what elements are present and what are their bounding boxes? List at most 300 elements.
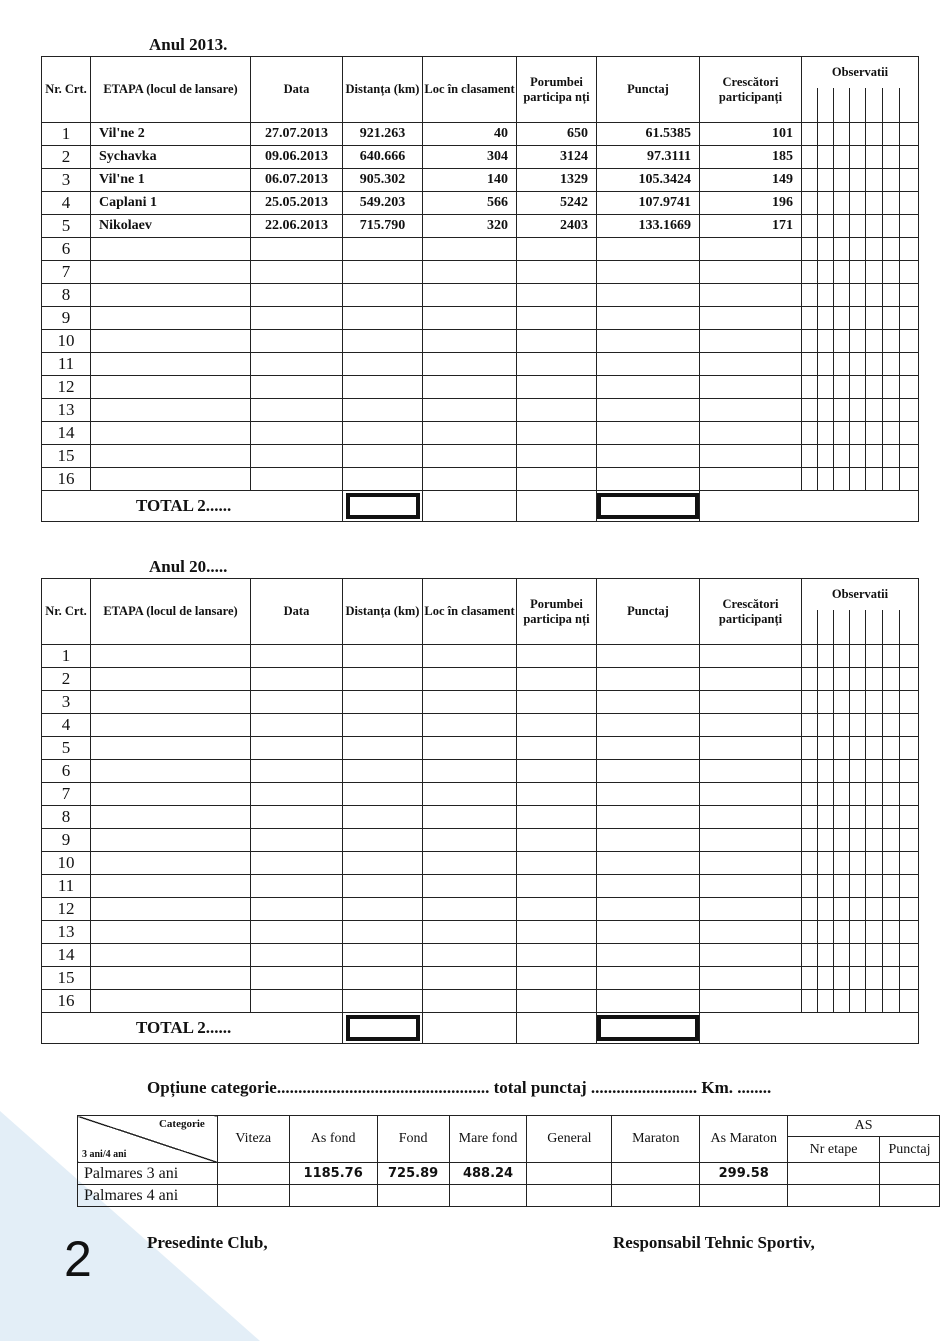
obs-subcol	[834, 610, 850, 645]
cell-nr: 9	[42, 307, 91, 330]
cell-loc	[423, 353, 517, 376]
cell-loc	[423, 829, 517, 852]
cell-nr: 15	[42, 445, 91, 468]
cell-punctaj	[597, 714, 700, 737]
observation-cell	[818, 691, 834, 714]
cell-etapa	[91, 737, 251, 760]
observation-cell	[818, 783, 834, 806]
observation-cell	[866, 376, 883, 399]
total-label: TOTAL 2......	[136, 1018, 232, 1037]
obs-subcol	[900, 88, 919, 123]
observation-cell	[900, 422, 919, 445]
observation-cell	[850, 261, 866, 284]
cell-loc: 40	[423, 123, 517, 146]
table-row	[42, 760, 919, 783]
cell-etapa	[91, 967, 251, 990]
observation-cell	[900, 307, 919, 330]
cell-porumbei	[517, 468, 597, 491]
cell-distanta	[343, 829, 423, 852]
table-row	[42, 852, 919, 875]
obs-subcol	[866, 88, 883, 123]
observation-cell	[883, 238, 900, 261]
observation-cell	[900, 990, 919, 1013]
table-row	[42, 169, 919, 192]
cell-data: 27.07.2013	[251, 123, 343, 146]
observation-cell	[818, 806, 834, 829]
total-row	[42, 1013, 343, 1044]
cell-porumbei	[517, 645, 597, 668]
observation-cell	[866, 783, 883, 806]
cell-crescatori	[700, 399, 802, 422]
observation-cell	[900, 169, 919, 192]
palmares-row-label: Palmares 4 ani	[78, 1185, 218, 1207]
total-empty-cell	[423, 1013, 517, 1044]
observation-cell	[900, 238, 919, 261]
observation-cell	[866, 760, 883, 783]
header-crescatori: Crescători participanți	[700, 579, 802, 645]
observation-cell	[802, 829, 818, 852]
cell-data	[251, 898, 343, 921]
cell-punctaj	[597, 261, 700, 284]
observation-cell	[818, 875, 834, 898]
observation-cell	[850, 898, 866, 921]
palm-cell: 488.24	[449, 1163, 527, 1185]
observation-cell	[900, 898, 919, 921]
observation-cell	[834, 146, 850, 169]
cell-data	[251, 238, 343, 261]
cell-porumbei	[517, 944, 597, 967]
cell-punctaj	[597, 921, 700, 944]
palm-header-as-maraton: As Maraton	[700, 1116, 788, 1163]
palm-cell	[879, 1163, 939, 1185]
cell-distanta	[343, 783, 423, 806]
page-number: 2	[64, 1231, 92, 1287]
cell-punctaj	[597, 875, 700, 898]
cell-etapa	[91, 422, 251, 445]
cell-loc	[423, 399, 517, 422]
cell-loc	[423, 875, 517, 898]
observation-cell	[818, 399, 834, 422]
cell-data	[251, 760, 343, 783]
cell-etapa	[91, 875, 251, 898]
cell-punctaj: 61.5385	[597, 123, 700, 146]
cell-porumbei	[517, 284, 597, 307]
cell-loc	[423, 898, 517, 921]
palm-header-maraton: Maraton	[612, 1116, 700, 1163]
observation-cell	[900, 353, 919, 376]
cell-porumbei	[517, 238, 597, 261]
observation-cell	[850, 422, 866, 445]
cell-crescatori	[700, 284, 802, 307]
cell-loc	[423, 422, 517, 445]
observation-cell	[802, 146, 818, 169]
table-row	[42, 261, 919, 284]
observation-cell	[866, 238, 883, 261]
cell-crescatori	[700, 852, 802, 875]
cell-distanta: 715.790	[343, 215, 423, 238]
cell-loc	[423, 307, 517, 330]
palm-cell: 1185.76	[289, 1163, 377, 1185]
observation-cell	[818, 307, 834, 330]
observation-cell	[883, 422, 900, 445]
palmares-row-3-ani	[78, 1163, 940, 1185]
total-empty-cell	[423, 491, 517, 522]
cell-porumbei	[517, 806, 597, 829]
observation-cell	[834, 990, 850, 1013]
observation-cell	[883, 829, 900, 852]
cell-loc	[423, 944, 517, 967]
table-row	[42, 468, 919, 491]
cell-etapa	[91, 399, 251, 422]
observation-cell	[883, 737, 900, 760]
cell-crescatori	[700, 691, 802, 714]
cell-nr: 8	[42, 284, 91, 307]
observation-cell	[866, 714, 883, 737]
observation-cell	[834, 169, 850, 192]
observation-cell	[802, 169, 818, 192]
cell-loc: 304	[423, 146, 517, 169]
cell-loc	[423, 852, 517, 875]
observation-cell	[866, 261, 883, 284]
cell-data	[251, 829, 343, 852]
cell-distanta	[343, 852, 423, 875]
observation-cell	[850, 445, 866, 468]
observation-cell	[883, 806, 900, 829]
table-row	[42, 898, 919, 921]
total-empty-cell	[517, 491, 597, 522]
category-corner-cell	[78, 1116, 218, 1163]
cell-etapa	[91, 668, 251, 691]
observation-cell	[850, 714, 866, 737]
observation-cell	[850, 192, 866, 215]
header-data: Data	[251, 579, 343, 645]
observation-cell	[883, 921, 900, 944]
cell-distanta: 549.203	[343, 192, 423, 215]
cell-punctaj	[597, 445, 700, 468]
observation-cell	[883, 353, 900, 376]
cell-distanta	[343, 990, 423, 1013]
palm-cell	[788, 1163, 880, 1185]
observation-cell	[818, 829, 834, 852]
observation-cell	[850, 668, 866, 691]
observation-cell	[866, 967, 883, 990]
observation-cell	[900, 783, 919, 806]
section2-table	[41, 578, 919, 1044]
cell-punctaj: 105.3424	[597, 169, 700, 192]
cell-distanta	[343, 238, 423, 261]
observation-cell	[900, 123, 919, 146]
palm-cell	[217, 1185, 289, 1207]
observation-cell	[802, 921, 818, 944]
header-punctaj: Punctaj	[597, 57, 700, 123]
observation-cell	[834, 760, 850, 783]
section1-year-title: Anul 2013.	[149, 35, 228, 54]
cell-punctaj	[597, 399, 700, 422]
palm-header-as: AS	[788, 1116, 940, 1137]
cell-loc	[423, 668, 517, 691]
header-loc: Loc în clasament	[423, 579, 517, 645]
observation-cell	[834, 422, 850, 445]
observation-cell	[883, 399, 900, 422]
observation-cell	[850, 990, 866, 1013]
observation-cell	[900, 284, 919, 307]
cell-data	[251, 875, 343, 898]
cell-crescatori: 101	[700, 123, 802, 146]
observation-cell	[802, 783, 818, 806]
observation-cell	[883, 944, 900, 967]
cell-nr: 14	[42, 944, 91, 967]
observation-cell	[834, 944, 850, 967]
cell-porumbei	[517, 921, 597, 944]
cell-nr: 6	[42, 238, 91, 261]
observation-cell	[883, 123, 900, 146]
observation-cell	[834, 376, 850, 399]
observation-cell	[818, 169, 834, 192]
cell-data	[251, 399, 343, 422]
total-punctaj-cell	[597, 1013, 700, 1044]
table-row	[42, 422, 919, 445]
cell-distanta	[343, 875, 423, 898]
cell-nr: 10	[42, 852, 91, 875]
header-punctaj: Punctaj	[597, 579, 700, 645]
observation-cell	[818, 468, 834, 491]
cell-crescatori	[700, 806, 802, 829]
observation-cell	[834, 875, 850, 898]
cell-data	[251, 737, 343, 760]
cell-nr: 8	[42, 806, 91, 829]
table-row	[42, 146, 919, 169]
cell-punctaj	[597, 829, 700, 852]
cell-nr: 1	[42, 123, 91, 146]
observation-cell	[850, 376, 866, 399]
observation-cell	[900, 192, 919, 215]
cell-punctaj	[597, 284, 700, 307]
observation-cell	[802, 691, 818, 714]
obs-subcol	[866, 610, 883, 645]
header-loc: Loc în clasament	[423, 57, 517, 123]
observation-cell	[850, 829, 866, 852]
header-distanta: Distanța (km)	[343, 57, 423, 123]
observation-cell	[802, 468, 818, 491]
cell-porumbei	[517, 330, 597, 353]
cell-porumbei: 1329	[517, 169, 597, 192]
cell-distanta	[343, 921, 423, 944]
observation-cell	[883, 376, 900, 399]
cell-punctaj	[597, 737, 700, 760]
observation-cell	[866, 645, 883, 668]
cell-loc: 320	[423, 215, 517, 238]
observation-cell	[900, 760, 919, 783]
cell-porumbei	[517, 307, 597, 330]
observation-cell	[802, 192, 818, 215]
cell-porumbei	[517, 760, 597, 783]
cell-crescatori: 149	[700, 169, 802, 192]
cell-loc	[423, 238, 517, 261]
cell-crescatori: 171	[700, 215, 802, 238]
obs-subcol	[802, 88, 818, 123]
total-distance-box[interactable]	[346, 493, 420, 519]
observation-cell	[802, 967, 818, 990]
cell-data: 25.05.2013	[251, 192, 343, 215]
observation-cell	[834, 238, 850, 261]
cell-loc	[423, 806, 517, 829]
observation-cell	[818, 898, 834, 921]
cell-etapa	[91, 852, 251, 875]
header-observatii: Observatii	[802, 579, 919, 611]
observation-cell	[866, 829, 883, 852]
cell-punctaj	[597, 944, 700, 967]
observation-cell	[802, 307, 818, 330]
observation-cell	[802, 645, 818, 668]
observation-cell	[818, 668, 834, 691]
observation-cell	[834, 215, 850, 238]
cell-punctaj	[597, 760, 700, 783]
total-distance-cell	[343, 491, 423, 522]
total-punctaj-box[interactable]	[597, 493, 699, 519]
cell-distanta	[343, 645, 423, 668]
cell-loc	[423, 376, 517, 399]
cell-loc	[423, 967, 517, 990]
cell-crescatori	[700, 921, 802, 944]
cell-data	[251, 668, 343, 691]
total-distance-cell	[343, 1013, 423, 1044]
cell-loc	[423, 783, 517, 806]
cell-crescatori	[700, 261, 802, 284]
observation-cell	[850, 215, 866, 238]
cell-data	[251, 261, 343, 284]
header-crescatori: Crescători participanți	[700, 57, 802, 123]
cell-data	[251, 852, 343, 875]
observation-cell	[866, 668, 883, 691]
observation-cell	[866, 307, 883, 330]
cell-etapa	[91, 783, 251, 806]
cell-punctaj	[597, 307, 700, 330]
observation-cell	[850, 967, 866, 990]
observation-cell	[883, 967, 900, 990]
cell-porumbei	[517, 668, 597, 691]
cell-crescatori	[700, 714, 802, 737]
observation-cell	[818, 737, 834, 760]
observation-cell	[883, 852, 900, 875]
table-row	[42, 307, 919, 330]
cell-punctaj	[597, 783, 700, 806]
observation-cell	[850, 691, 866, 714]
observation-cell	[818, 238, 834, 261]
cell-distanta	[343, 399, 423, 422]
cell-distanta	[343, 668, 423, 691]
cell-punctaj	[597, 422, 700, 445]
cell-nr: 7	[42, 783, 91, 806]
cell-distanta	[343, 307, 423, 330]
observation-cell	[900, 261, 919, 284]
cell-nr: 5	[42, 737, 91, 760]
cell-loc	[423, 445, 517, 468]
cell-loc	[423, 330, 517, 353]
cell-punctaj: 97.3111	[597, 146, 700, 169]
cell-punctaj	[597, 691, 700, 714]
cell-etapa	[91, 806, 251, 829]
observation-cell	[850, 645, 866, 668]
palm-cell	[217, 1163, 289, 1185]
table-row	[42, 921, 919, 944]
cell-crescatori	[700, 967, 802, 990]
observation-cell	[834, 737, 850, 760]
cell-crescatori	[700, 875, 802, 898]
cell-etapa	[91, 468, 251, 491]
table-row	[42, 967, 919, 990]
observation-cell	[802, 760, 818, 783]
cell-nr: 16	[42, 468, 91, 491]
observation-cell	[802, 990, 818, 1013]
cell-loc	[423, 760, 517, 783]
cell-porumbei	[517, 875, 597, 898]
cell-punctaj	[597, 645, 700, 668]
observation-cell	[818, 645, 834, 668]
palm-header-fond: Fond	[377, 1116, 449, 1163]
table-row	[42, 990, 919, 1013]
table-row	[42, 284, 919, 307]
cell-crescatori	[700, 829, 802, 852]
cell-crescatori: 185	[700, 146, 802, 169]
palm-cell	[612, 1163, 700, 1185]
cell-etapa	[91, 921, 251, 944]
cell-data	[251, 445, 343, 468]
table-row	[42, 192, 919, 215]
observation-cell	[900, 829, 919, 852]
table-row	[42, 399, 919, 422]
observation-cell	[818, 445, 834, 468]
header-observatii: Observatii	[802, 57, 919, 89]
observation-cell	[883, 898, 900, 921]
cell-crescatori	[700, 944, 802, 967]
cell-porumbei	[517, 967, 597, 990]
cell-nr: 13	[42, 399, 91, 422]
cell-crescatori	[700, 990, 802, 1013]
observation-cell	[883, 645, 900, 668]
palm-header-mare-fond: Mare fond	[449, 1116, 527, 1163]
palmares-row-4-ani	[78, 1185, 940, 1207]
cell-data	[251, 330, 343, 353]
total-punctaj-box[interactable]	[597, 1015, 699, 1041]
cell-etapa: Vil'ne 1	[91, 169, 251, 192]
observation-cell	[834, 445, 850, 468]
cell-porumbei: 650	[517, 123, 597, 146]
observation-cell	[866, 330, 883, 353]
observation-cell	[866, 691, 883, 714]
observation-cell	[850, 330, 866, 353]
cell-distanta	[343, 898, 423, 921]
total-distance-box[interactable]	[346, 1015, 420, 1041]
cell-data	[251, 921, 343, 944]
observation-cell	[866, 422, 883, 445]
obs-subcol	[850, 88, 866, 123]
cell-punctaj	[597, 330, 700, 353]
observation-cell	[834, 806, 850, 829]
cell-etapa	[91, 445, 251, 468]
observation-cell	[850, 468, 866, 491]
cell-loc	[423, 468, 517, 491]
table-row	[42, 353, 919, 376]
palm-cell	[612, 1185, 700, 1207]
observation-cell	[802, 284, 818, 307]
header-nr: Nr. Crt.	[42, 57, 91, 123]
observation-cell	[850, 737, 866, 760]
palm-cell	[879, 1185, 939, 1207]
observation-cell	[850, 353, 866, 376]
observation-cell	[866, 399, 883, 422]
obs-subcol	[883, 88, 900, 123]
palmares-table	[77, 1115, 940, 1207]
